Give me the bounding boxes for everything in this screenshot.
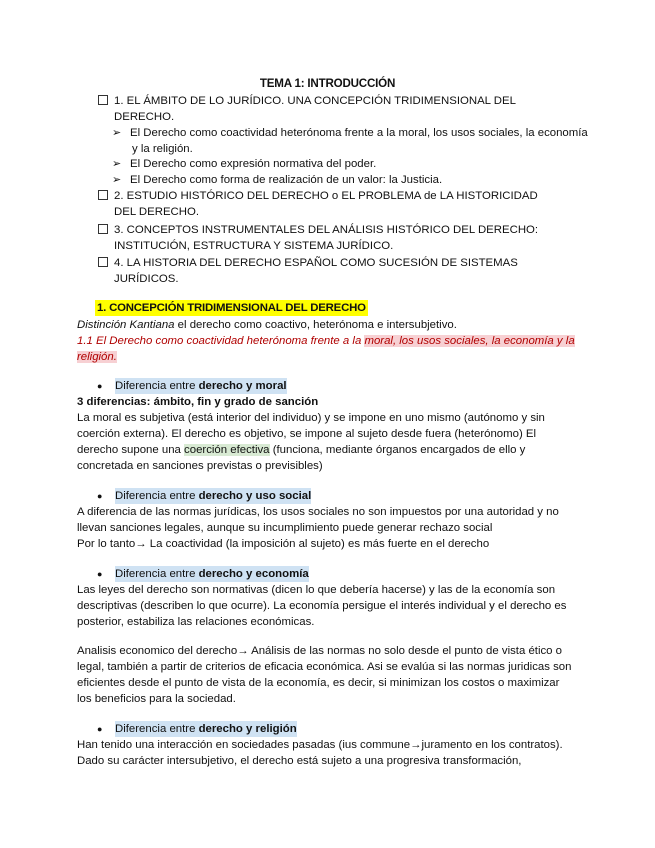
toc-item-text: DEL DERECHO. [114, 206, 200, 218]
bullet-economia [97, 566, 309, 582]
social-paragraph [77, 504, 597, 552]
subsection-highlight: moral, los usos sociales, la economía y la [364, 335, 575, 347]
paragraph-line: A diferencia de las normas jurídicas, los usos sociales no son impuestos por una autoridad y no [77, 506, 559, 518]
checkbox-icon[interactable] [98, 190, 108, 200]
arrow-bullet-icon: ➢ [112, 127, 122, 139]
bullet-social [97, 488, 311, 504]
paragraph-line: posterior, estabiliza las relaciones económicas. [77, 616, 315, 628]
toc-item-text: JURÍDICOS. [114, 273, 179, 285]
toc-item-4 [98, 255, 574, 287]
coercion-highlight: coerción efectiva [184, 444, 270, 456]
paragraph-line: La moral es subjetiva (está interior del individuo) y se impone en uno mismo (autónomo y sin [77, 412, 545, 424]
paragraph-line [77, 442, 597, 458]
subsection-text: 1.1 El Derecho como coactividad heterónoma frente a la [77, 335, 365, 347]
bullet-dot-icon: ● [97, 569, 103, 579]
bullet-moral [97, 378, 287, 394]
toc-item-text: 3. CONCEPTOS INSTRUMENTALES DEL ANÁLISIS HISTÓRICO DEL DERECHO: [114, 224, 539, 236]
economia-analysis-paragraph [77, 643, 597, 707]
toc-item-1 [98, 93, 574, 125]
bullet-prefix: Diferencia entre [115, 568, 199, 580]
subsection-highlight: religión. [77, 351, 117, 363]
moral-paragraph [77, 410, 597, 474]
subpoint-text: El Derecho como expresión normativa del poder. [130, 158, 377, 170]
paragraph-line: los beneficios para la sociedad. [77, 693, 236, 705]
subpoint-2 [112, 156, 610, 172]
religion-paragraph [77, 737, 597, 769]
checkbox-icon[interactable] [98, 257, 108, 267]
paragraph-line: legal, también a partir de criterios de eficacia económica. Asi se evalúa si las normas juridicas son [77, 661, 572, 673]
toc-item-2 [98, 188, 574, 220]
checkbox-icon[interactable] [98, 224, 108, 234]
bullet-prefix: Diferencia entre [115, 723, 199, 735]
arrow-bullet-icon: ➢ [112, 174, 122, 186]
arrow-bullet-icon: ➢ [112, 158, 122, 170]
paragraph-line: Han tenido una interacción en sociedades pasadas (ius commune→juramento en los contratos). [77, 739, 563, 751]
bullet-bold: derecho y uso social [198, 490, 312, 502]
subsection-title [77, 333, 597, 365]
page-title: TEMA 1: INTRODUCCIÓN [259, 77, 396, 90]
paragraph-line: Analisis economico del derecho→ Análisis de las normas no solo desde el punto de vista ético o [77, 645, 563, 657]
paragraph-line: Dado su carácter intersubjetivo, el derecho está sujeto a una progresiva transformación, [77, 755, 522, 767]
bullet-bold: derecho y economía [198, 568, 309, 580]
line-part: derecho supone una [77, 444, 185, 456]
toc-item-text: DERECHO. [114, 111, 175, 123]
paragraph-line: coerción externa). El derecho es objetivo, se impone al sujeto desde fuera (heterónomo) El [77, 428, 537, 440]
economia-paragraph [77, 582, 597, 630]
subpoint-1 [112, 125, 610, 157]
checkbox-icon[interactable] [98, 95, 108, 105]
paragraph-line: Las leyes del derecho son normativas (dicen lo que debería hacerse) y las de la economía son [77, 584, 556, 596]
toc-item-text: 2. ESTUDIO HISTÓRICO DEL DERECHO o EL PROBLEMA de LA HISTORICIDAD [114, 190, 538, 202]
bullet-bold: derecho y religión [198, 723, 297, 735]
toc-item-text: 1. EL ÁMBITO DE LO JURÍDICO. UNA CONCEPCIÓN TRIDIMENSIONAL DEL [114, 95, 516, 107]
paragraph-line: concretada en sanciones previstas o previsibles) [77, 460, 323, 472]
bullet-prefix: Diferencia entre [115, 490, 199, 502]
toc-item-3 [98, 222, 574, 254]
subpoint-3 [112, 172, 610, 188]
paragraph-line: Por lo tanto→ La coactividad (la imposición al sujeto) es más fuerte en el derecho [77, 538, 490, 550]
subpoint-text: El Derecho como forma de realización de un valor: la Justicia. [130, 174, 443, 186]
subpoint-text: El Derecho como coactividad heterónoma frente a la moral, los usos sociales, la economía [130, 127, 588, 139]
section-heading: 1. CONCEPCIÓN TRIDIMENSIONAL DEL DERECHO [97, 302, 366, 314]
subpoint-text: y la religión. [132, 143, 193, 155]
kant-rest: el derecho como coactivo, heterónoma e intersubjetivo. [174, 319, 457, 331]
bullet-dot-icon: ● [97, 381, 103, 391]
toc-item-text: 4. LA HISTORIA DEL DERECHO ESPAÑOL COMO SUCESIÓN DE SISTEMAS [114, 257, 518, 269]
bullet-bold: derecho y moral [198, 380, 287, 392]
paragraph-line: descriptivas (describen lo que ocurre). La economía persigue el interés individual y el derecho es [77, 600, 567, 612]
bullet-prefix: Diferencia entre [115, 380, 199, 392]
bullet-dot-icon: ● [97, 491, 103, 501]
bullet-dot-icon: ● [97, 724, 103, 734]
line-part: (funciona, mediante órganos encargados de ello y [269, 444, 526, 456]
bullet-religion [97, 721, 297, 737]
kant-paragraph [77, 317, 597, 333]
paragraph-line: llevan sanciones legales, aunque su incumplimiento puede generar rechazo social [77, 522, 493, 534]
kant-italic: Distinción Kantiana [77, 319, 175, 331]
toc-item-text: INSTITUCIÓN, ESTRUCTURA Y SISTEMA JURÍDICO. [114, 240, 394, 252]
moral-heading: 3 diferencias: ámbito, fin y grado de sanción [77, 396, 319, 408]
paragraph-line: eficientes desde el punto de vista de la economía, es decir, si minimizan los costos o maximizar [77, 677, 560, 689]
